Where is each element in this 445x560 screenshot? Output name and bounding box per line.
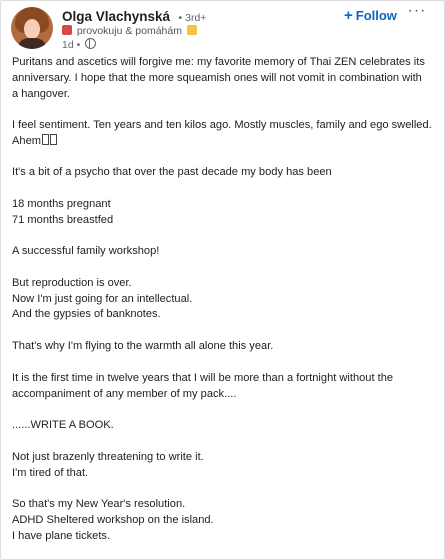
post-line: I have plane tickets.	[12, 530, 111, 542]
connection-degree: • 3rd+	[178, 12, 207, 24]
post-line: So that's my New Year's resolution.	[12, 498, 186, 510]
post-line: anniversary. I hope that the more squeamish ones will not vomit in combination with	[12, 72, 422, 84]
yellow-emoji-icon	[187, 25, 197, 35]
post-line: Puritans and ascetics will forgive me: my favorite memory of Thai ZEN celebrates its	[12, 56, 425, 68]
post-line: But reproduction is over.	[12, 277, 132, 289]
tagline-text: provokuju & pomáhám	[76, 25, 182, 37]
post-line: accompaniment of any member of my pack....	[12, 388, 237, 400]
post-line: I feel sentiment. Ten years and ten kilos ago. Mostly muscles, family and ego swelled.	[12, 119, 432, 131]
post-line: 71 months breastfed	[12, 214, 114, 226]
avatar-shirt-shape	[17, 38, 47, 49]
post-header	[1, 1, 444, 53]
post-line: A successful family workshop!	[12, 245, 160, 257]
follow-button[interactable]	[344, 6, 397, 24]
post-meta	[62, 38, 96, 51]
author-name[interactable]: Olga Vlachynská	[62, 9, 171, 24]
post-line-text: Ahem	[12, 135, 41, 147]
globe-icon	[85, 38, 96, 49]
post-line: That's why I'm flying to the warmth all alone this year.	[12, 340, 274, 352]
post-line	[12, 134, 57, 150]
author-name-row	[62, 8, 206, 26]
missing-glyph-icon	[42, 134, 49, 145]
post-line: ADHD Sheltered workshop on the island.	[12, 514, 214, 526]
post-line: It's a bit of a psycho that over the past decade my body has been	[12, 166, 332, 178]
avatar[interactable]	[11, 7, 53, 49]
post-line: I'm tired of that.	[12, 467, 89, 479]
more-options-icon[interactable]: ···	[407, 2, 427, 19]
post-line: a hangover.	[12, 88, 70, 100]
avatar-face-shape	[24, 19, 40, 39]
post-line: It is the first time in twelve years that I will be more than a fortnight without the	[12, 372, 394, 384]
plus-icon: +	[344, 6, 353, 24]
post-line: ......WRITE A BOOK.	[12, 419, 114, 431]
red-emoji-icon	[62, 25, 72, 35]
missing-glyph-icon	[50, 134, 57, 145]
follow-label: Follow	[355, 7, 397, 23]
post-line: And the gypsies of banknotes.	[12, 308, 161, 320]
post-time: 1d •	[62, 39, 81, 51]
post-line: 18 months pregnant	[12, 198, 111, 210]
author-tagline	[62, 25, 199, 37]
post-line: Not just brazenly threatening to write it.	[12, 451, 204, 463]
post-line: Now I'm just going for an intellectual.	[12, 293, 193, 305]
